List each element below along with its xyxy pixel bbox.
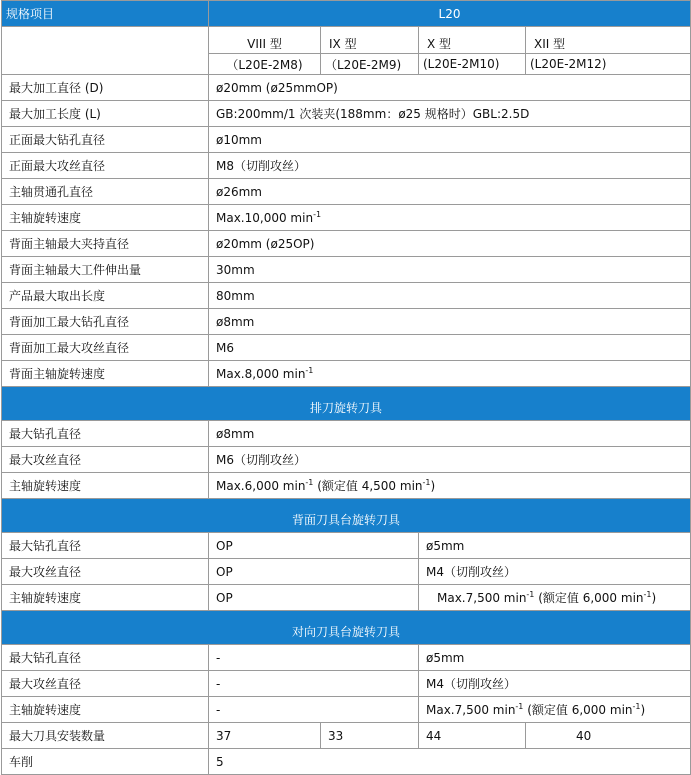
spec-row-front-tap <box>2 153 691 179</box>
spec-table <box>1 0 691 775</box>
row-value-right: Max.7,500 $\min^{-1}$ (额定值 6,000 $\min^{-1}$) <box>419 585 691 611</box>
row-value: M8（切削攻丝） <box>209 153 691 179</box>
section-title: 对向刀具台旋转刀具 <box>2 611 691 645</box>
row-value: ø8mm <box>209 309 691 335</box>
spec-row-back-chuck <box>2 231 691 257</box>
row-value-left: OP <box>209 559 419 585</box>
row-label: 正面最大钻孔直径 <box>2 127 209 153</box>
back-row-tap <box>2 559 691 585</box>
spec-row-back-spindle-speed <box>2 361 691 387</box>
code-ix: （L20E-2M9) <box>321 54 419 75</box>
tool-count-x: 44 <box>419 723 526 749</box>
row-value: ø8mm <box>209 421 691 447</box>
row-value: Max.8,000 $\min^{-1}$ <box>209 361 691 387</box>
row-label: 正面最大攻丝直径 <box>2 153 209 179</box>
code-xii: (L20E-2M12) <box>526 54 691 75</box>
back-row-drill <box>2 533 691 559</box>
turning-row <box>2 749 691 775</box>
row-value-right: ø5mm <box>419 533 691 559</box>
row-label: 主轴旋转速度 <box>2 473 209 499</box>
row-label: 主轴旋转速度 <box>2 697 209 723</box>
opposite-row-drill <box>2 645 691 671</box>
row-value-left: - <box>209 645 419 671</box>
tool-count-ix: 33 <box>321 723 419 749</box>
row-value: 5 <box>209 749 691 775</box>
row-value-right: ø5mm <box>419 645 691 671</box>
row-label: 主轴旋转速度 <box>2 205 209 231</box>
tool-count-xii: 40 <box>526 723 691 749</box>
row-value-left: OP <box>209 533 419 559</box>
section-opposite-tool <box>2 611 691 645</box>
row-label: 最大钻孔直径 <box>2 533 209 559</box>
row-label: 最大加工直径 (D) <box>2 75 209 101</box>
row-label: 产品最大取出长度 <box>2 283 209 309</box>
row-value: Max.6,000 $\min^{-1}$ (额定值 4,500 $\min^{-1}$) <box>209 473 691 499</box>
header-blank-cell <box>2 27 209 75</box>
row-label: 背面主轴最大夹持直径 <box>2 231 209 257</box>
row-label: 背面主轴旋转速度 <box>2 361 209 387</box>
row-label: 最大钻孔直径 <box>2 645 209 671</box>
type-x: X 型 <box>419 27 526 54</box>
tool-count-row <box>2 723 691 749</box>
row-value: ø10mm <box>209 127 691 153</box>
row-label: 背面加工最大钻孔直径 <box>2 309 209 335</box>
row-value: 30mm <box>209 257 691 283</box>
type-ix: IX 型 <box>321 27 419 54</box>
row-value-left: OP <box>209 585 419 611</box>
row-label: 主轴旋转速度 <box>2 585 209 611</box>
type-viii: VIII 型 <box>209 27 321 54</box>
opposite-row-tap <box>2 671 691 697</box>
section-title: 背面刀具台旋转刀具 <box>2 499 691 533</box>
row-value: GB:200mm/1 次装夹(188mm：ø25 规格时）GBL:2.5D <box>209 101 691 127</box>
row-value: M6 <box>209 335 691 361</box>
code-viii: （L20E-2M8) <box>209 54 321 75</box>
type-xii: XII 型 <box>526 27 691 54</box>
gang-row-speed <box>2 473 691 499</box>
row-value-left: - <box>209 697 419 723</box>
model-header: L20 <box>209 1 691 27</box>
row-value: ø26mm <box>209 179 691 205</box>
header-row <box>2 1 691 27</box>
spec-row-back-protrusion <box>2 257 691 283</box>
spec-label-header: 规格项目 <box>2 1 209 27</box>
row-label: 最大刀具安装数量 <box>2 723 209 749</box>
row-value: M6（切削攻丝） <box>209 447 691 473</box>
back-row-speed <box>2 585 691 611</box>
row-value: 80mm <box>209 283 691 309</box>
spec-row-back-drill <box>2 309 691 335</box>
code-x: (L20E-2M10) <box>419 54 526 75</box>
spec-row-max-length <box>2 101 691 127</box>
row-value-left: - <box>209 671 419 697</box>
row-label: 背面主轴最大工件伸出量 <box>2 257 209 283</box>
spec-row-spindle-bore <box>2 179 691 205</box>
row-value-right: M4（切削攻丝） <box>419 671 691 697</box>
row-value: Max.10,000 $\min^{-1}$ <box>209 205 691 231</box>
spec-row-back-tap <box>2 335 691 361</box>
row-label: 主轴贯通孔直径 <box>2 179 209 205</box>
type-row <box>2 27 691 54</box>
section-gang-tool <box>2 387 691 421</box>
row-value: ø20mm (ø25mmOP) <box>209 75 691 101</box>
row-label: 最大攻丝直径 <box>2 447 209 473</box>
row-label: 最大加工长度 (L) <box>2 101 209 127</box>
row-label: 最大钻孔直径 <box>2 421 209 447</box>
row-label: 背面加工最大攻丝直径 <box>2 335 209 361</box>
opposite-row-speed <box>2 697 691 723</box>
spec-row-max-diameter <box>2 75 691 101</box>
spec-row-eject-length <box>2 283 691 309</box>
row-value: ø20mm (ø25OP) <box>209 231 691 257</box>
gang-row-tap <box>2 447 691 473</box>
spec-row-front-drill <box>2 127 691 153</box>
row-label: 最大攻丝直径 <box>2 559 209 585</box>
section-title: 排刀旋转刀具 <box>2 387 691 421</box>
tool-count-viii: 37 <box>209 723 321 749</box>
gang-row-drill <box>2 421 691 447</box>
spec-row-spindle-speed <box>2 205 691 231</box>
row-label: 最大攻丝直径 <box>2 671 209 697</box>
row-value-right: M4（切削攻丝） <box>419 559 691 585</box>
section-back-tool <box>2 499 691 533</box>
row-value-right: Max.7,500 $\min^{-1}$ (额定值 6,000 $\min^{-1}$) <box>419 697 691 723</box>
row-label: 车削 <box>2 749 209 775</box>
